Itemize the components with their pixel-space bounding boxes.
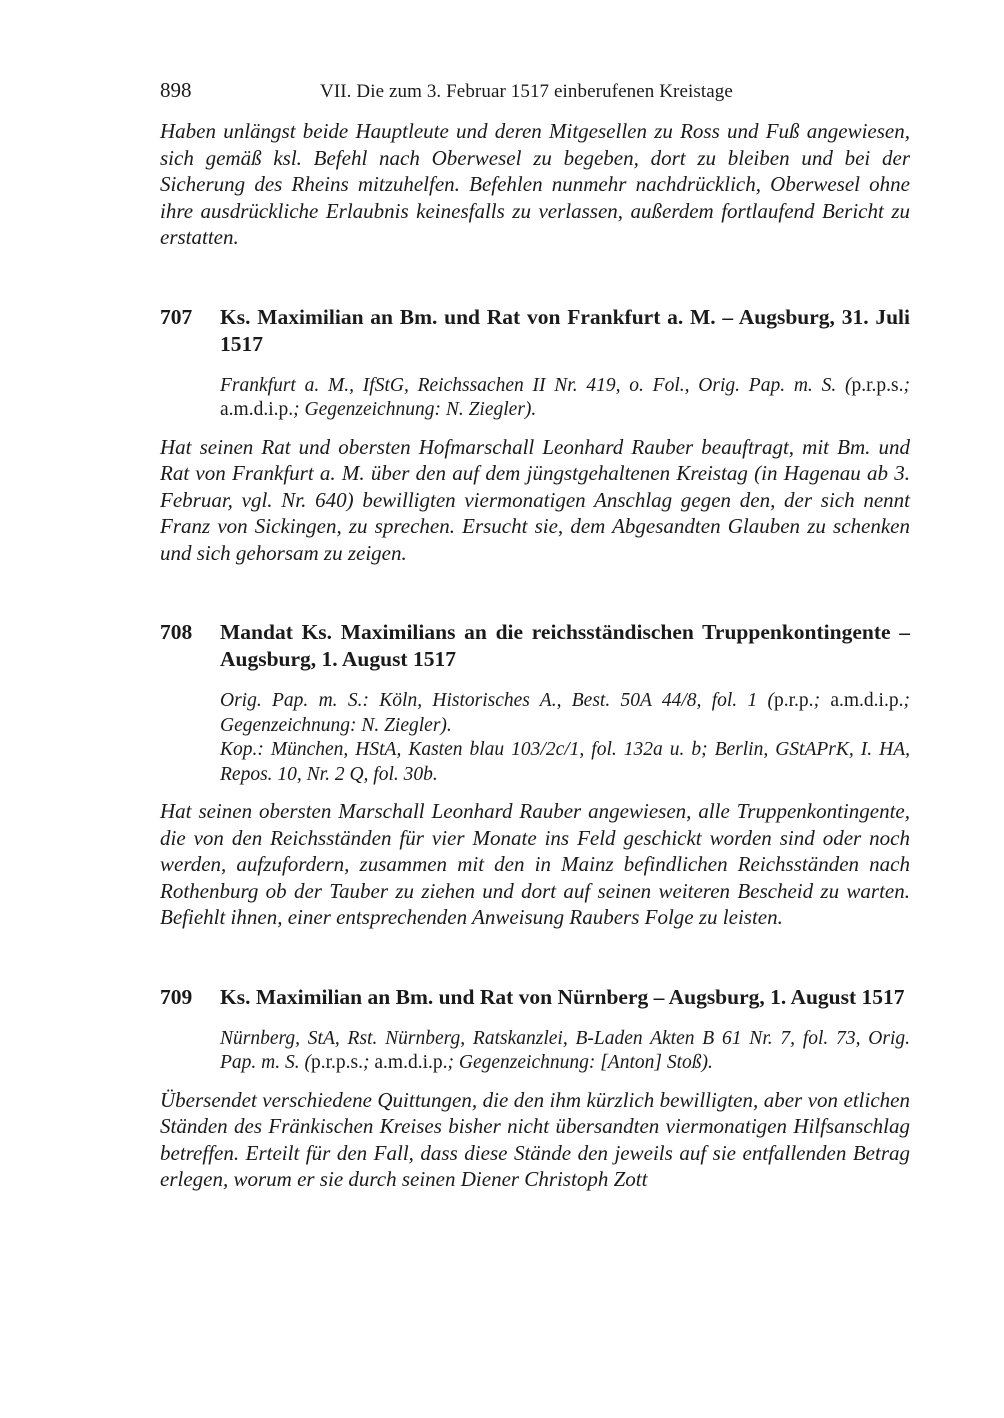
document-page bbox=[160, 78, 910, 1193]
source-part: Nürnberg, StA, Rst. Nürnberg, Ratskanzlei, B-Laden Akten B 61 Nr. 7, fol. 73, Orig. Pap. m. S. ( bbox=[220, 1027, 910, 1073]
entry-title: Mandat Ks. Maximilians an die reichsständischen Truppenkontingente – Augsburg, 1. August 1517 bbox=[220, 620, 910, 671]
running-title: VII. Die zum 3. Februar 1517 einberufenen Kreistage bbox=[320, 81, 733, 102]
source-part: a.m.d.i.p. bbox=[220, 399, 294, 420]
source-part: ; Gegenzeichnung: N. Ziegler). bbox=[293, 399, 537, 420]
entry-707 bbox=[160, 304, 910, 567]
source-part: a.m.d.i.p. bbox=[374, 1052, 448, 1073]
entry-title: Ks. Maximilian an Bm. und Rat von Frankfurt a. M. – Augsburg, 31. Juli 1517 bbox=[220, 304, 910, 356]
source-citation bbox=[220, 1027, 910, 1076]
running-header bbox=[160, 78, 910, 108]
source-part: ; Gegenzeichnung: N. Ziegler). bbox=[220, 690, 910, 736]
entry-summary: Übersendet verschiedene Quittungen, die den ihm kürzlich bewilligten, aber von etlichen Ständen des Fränkischen Kreises bisher nicht übersandten viermonatigen Hilfsanschlag betreffen. Erteilt für den Fall, dass diese Stände den jeweils auf sie entfallenden Betrag erlegen, worum er sie durch seinen Diener Christoph Zott bbox=[160, 1087, 910, 1191]
entry-number: 707 bbox=[160, 304, 193, 329]
source-part: ; bbox=[363, 1052, 375, 1073]
entry-709 bbox=[160, 984, 910, 1193]
entry-heading bbox=[160, 984, 910, 1011]
source-part: Orig. Pap. m. S.: Köln, Historisches A., Best. 50A 44/8, fol. 1 ( bbox=[220, 690, 775, 711]
entry-708 bbox=[160, 619, 910, 931]
source-part: p.r.p.s. bbox=[851, 374, 904, 396]
source-citation bbox=[220, 689, 910, 787]
entry-summary: Hat seinen Rat und obersten Hofmarschall Leonhard Rauber beauftragt, mit Bm. und Rat von Frankfurt a. M. über den auf dem jüngstgehaltenen Kreistag (in Hagenau ab 3. Februar, vgl. Nr. 640) bewilligten viermonatigen Anschlag gegen den, der sich nennt Franz von Sickingen, zu sprechen. Ersucht sie, dem Abgesandten Glauben zu schenken und sich gehorsam zu zeigen. bbox=[160, 434, 910, 565]
entry-heading bbox=[160, 304, 910, 358]
entry-title: Ks. Maximilian an Bm. und Rat von Nürnberg – Augsburg, 1. August 1517 bbox=[220, 984, 905, 1009]
intro-paragraph: Haben unlängst beide Hauptleute und deren Mitgesellen zu Ross und Fuß angewiesen, sich gemäß ksl. Befehl nach Oberwesel zu begeben, dort zu bleiben und bei der Sicherung des Rheins mitzuhelfen. Befehlen nunmehr nachdrücklich, Oberwesel ohne ihre ausdrückliche Erlaubnis keinesfalls zu verlassen, außerdem fortlaufend Bericht zu erstatten. bbox=[160, 119, 910, 249]
source-part: ; bbox=[903, 374, 910, 396]
source-part: ; Gegenzeichnung: [Anton] Stoß). bbox=[447, 1052, 713, 1073]
entry-heading bbox=[160, 619, 910, 673]
source-part: p.r.p. bbox=[774, 690, 814, 711]
source-citation bbox=[220, 374, 910, 423]
source-part: a.m.d.i.p. bbox=[830, 690, 904, 711]
source-part: Frankfurt a. M., IfStG, Reichssachen II Nr. 419, o. Fol., Orig. Pap. m. S. ( bbox=[220, 374, 852, 396]
source-part: ; bbox=[813, 690, 831, 711]
source-part: p.r.p.s. bbox=[311, 1052, 364, 1073]
entry-number: 708 bbox=[160, 620, 193, 644]
entry-number: 709 bbox=[160, 984, 193, 1009]
entry-summary: Hat seinen obersten Marschall Leonhard Rauber angewiesen, alle Truppenkontingente, die von den Reichsständen für vier Monate ins Feld geschickt worden sind oder noch werden, aufzufordern, zusammen mit den in Mainz befindlichen Reichsständen nach Rothenburg ob der Tauber zu ziehen und dort auf seinen weiteren Bescheid zu warten. Befiehlt ihnen, einer entsprechenden Anweisung Raubers Folge zu leisten. bbox=[160, 799, 910, 929]
page-number: 898 bbox=[160, 78, 192, 102]
source-copy-citation: Kop.: München, HStA, Kasten blau 103/2c/1, fol. 132a u. b; Berlin, GStAPrK, I. HA, Repos. 10, Nr. 2 Q, fol. 30b. bbox=[220, 739, 910, 785]
